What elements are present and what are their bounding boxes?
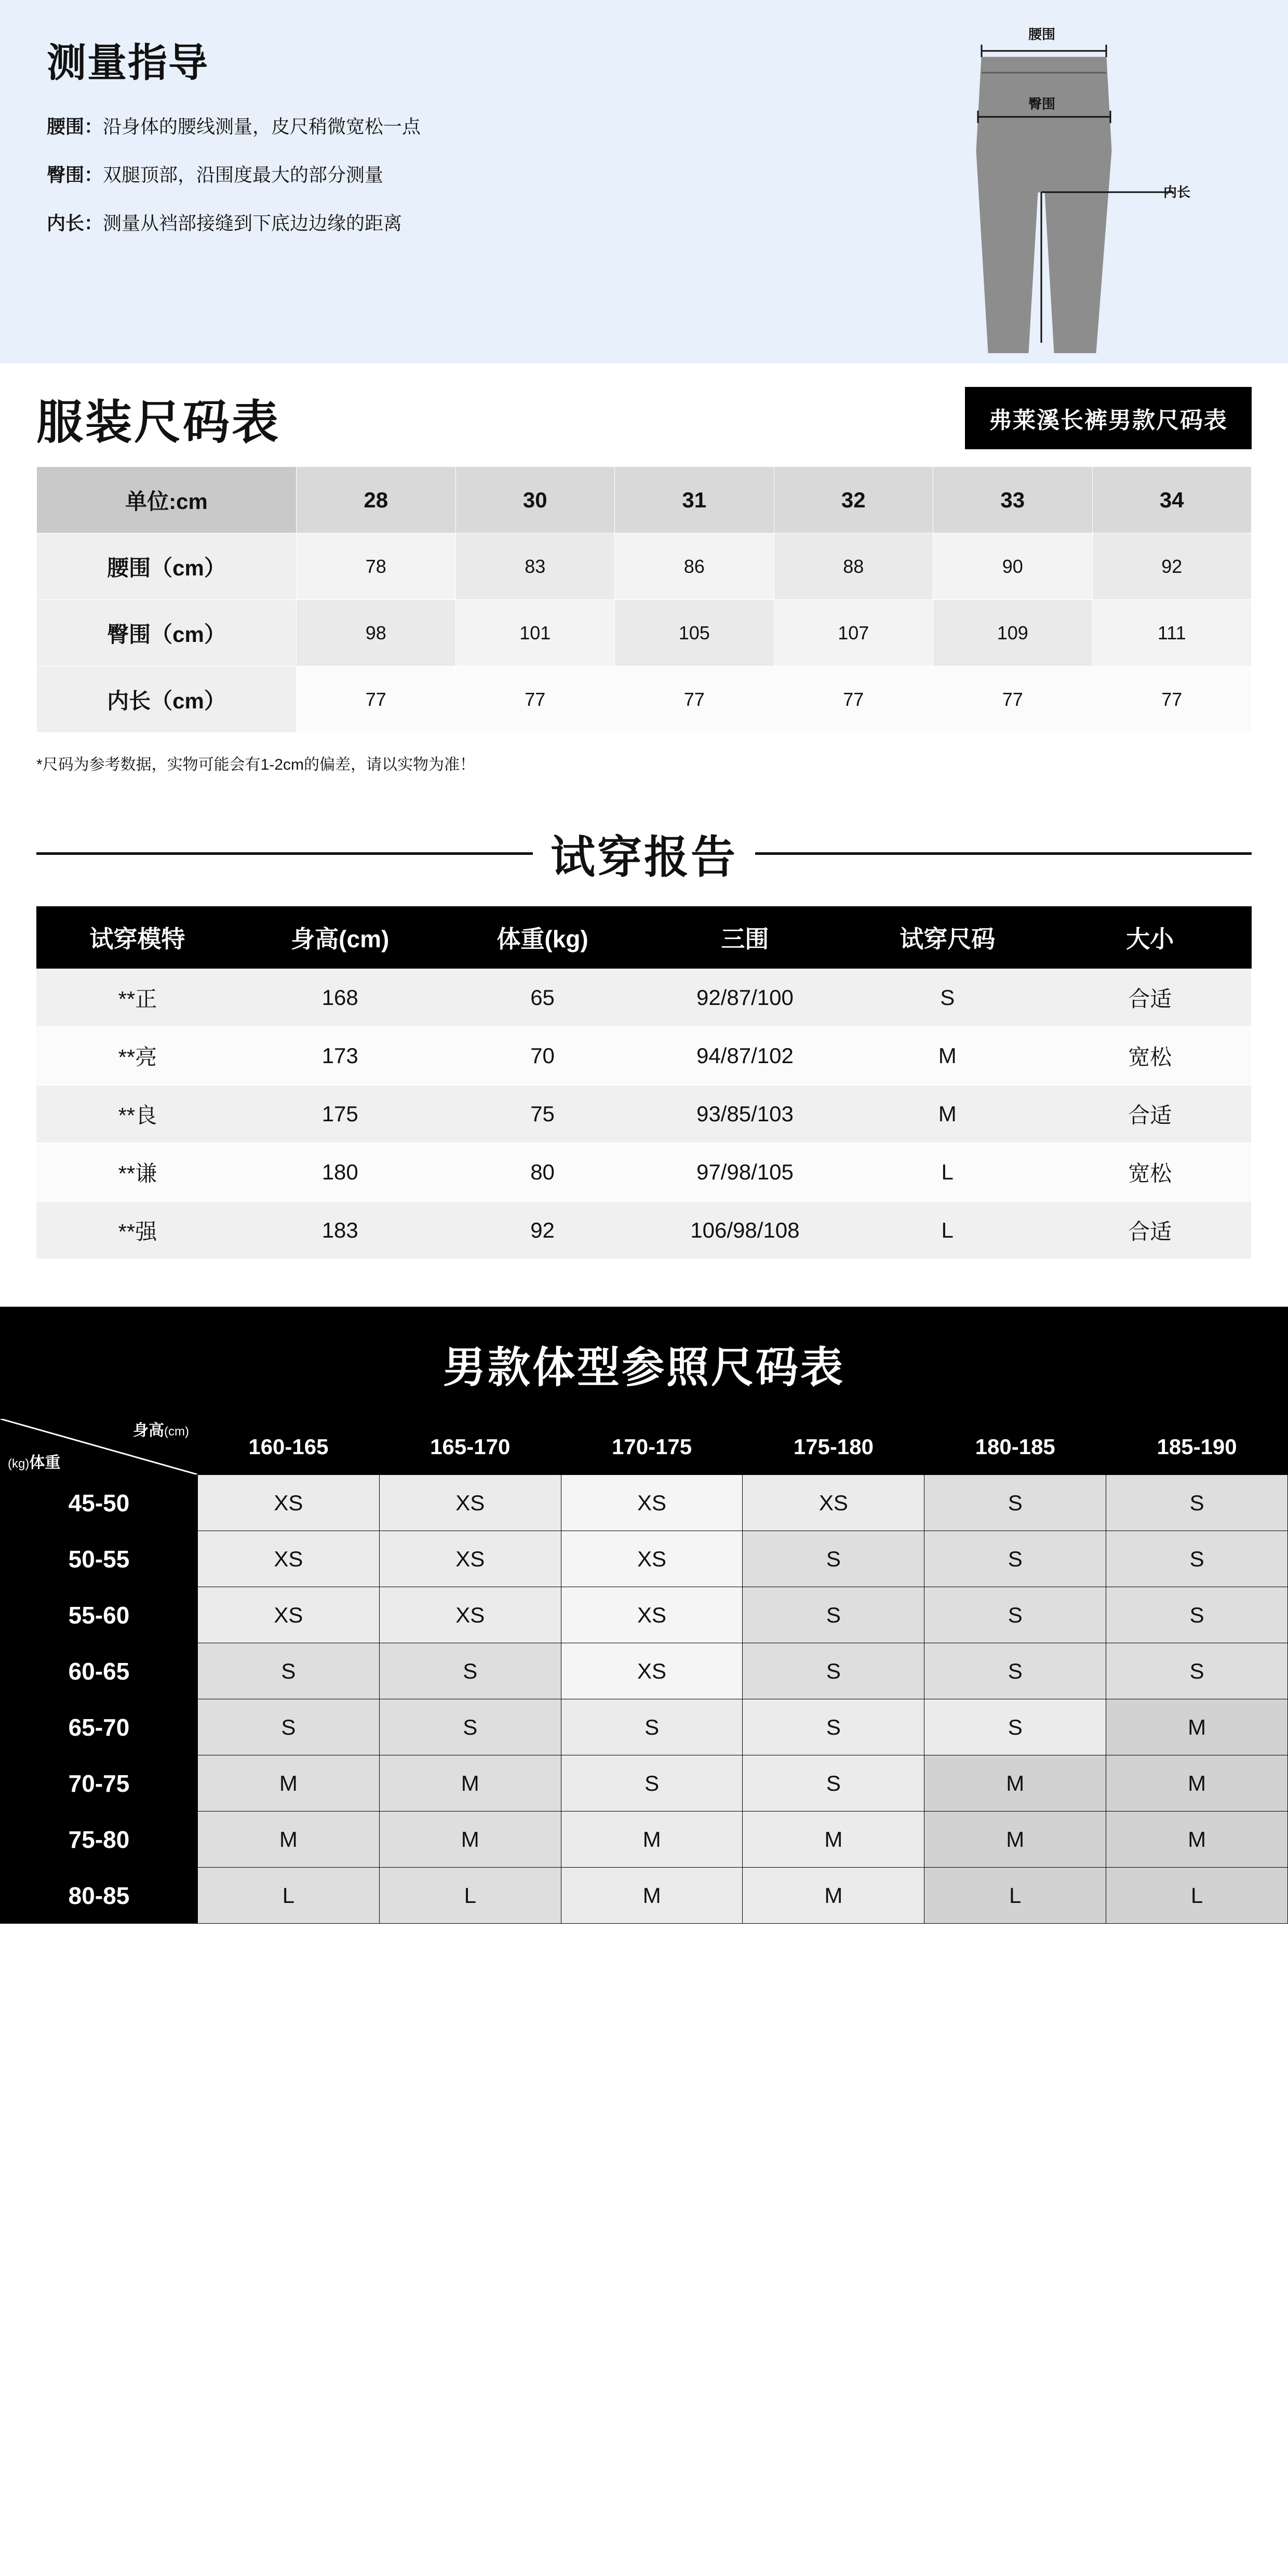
- report-cell-1-2: 70: [441, 1027, 644, 1085]
- body-chart-cell-1-4: S: [924, 1531, 1106, 1587]
- report-cell-2-4: M: [846, 1085, 1049, 1143]
- try-on-report-title: 试穿报告: [551, 833, 737, 882]
- size-chart-col-2: 31: [615, 467, 774, 533]
- body-chart-cell-0-2: XS: [561, 1475, 743, 1531]
- body-chart-cell-4-0: S: [198, 1699, 380, 1755]
- table-row: [36, 1027, 1251, 1085]
- body-chart-cell-3-1: S: [379, 1643, 561, 1699]
- body-chart-cell-7-3: M: [743, 1868, 924, 1924]
- size-chart-cell-1-0: 98: [297, 600, 456, 666]
- report-cell-0-4: S: [846, 969, 1049, 1027]
- body-chart-cell-4-2: S: [561, 1699, 743, 1755]
- table-row: [1, 1699, 1288, 1755]
- body-chart-cell-7-0: L: [198, 1868, 380, 1924]
- figure-label-waist: 腰围: [1028, 26, 1056, 42]
- report-cell-3-0: **谦: [36, 1143, 239, 1201]
- body-chart-cell-3-2: XS: [561, 1643, 743, 1699]
- report-cell-1-3: 94/87/102: [643, 1027, 846, 1085]
- size-chart-cell-0-1: 83: [455, 533, 615, 600]
- corner-bottom-text: 体重: [29, 1454, 61, 1471]
- measurement-guide-title: 测量指导: [47, 41, 209, 85]
- body-chart-cell-5-1: M: [379, 1755, 561, 1812]
- body-chart-col-3: 175-180: [743, 1419, 924, 1475]
- report-col-height: 身高(cm): [239, 906, 441, 969]
- body-chart-cell-2-0: XS: [198, 1587, 380, 1643]
- corner-top-label: [133, 1422, 189, 1439]
- body-chart-cell-4-4: S: [924, 1699, 1106, 1755]
- table-row: [36, 1201, 1251, 1259]
- report-cell-3-3: 97/98/105: [643, 1143, 846, 1201]
- table-row: [1, 1531, 1288, 1587]
- report-cell-2-1: 175: [239, 1085, 441, 1143]
- try-on-report-section: [0, 821, 1288, 1260]
- size-chart-cell-0-3: 88: [774, 533, 933, 600]
- report-cell-4-1: 183: [239, 1201, 441, 1259]
- report-cell-2-5: 合适: [1049, 1085, 1251, 1143]
- body-chart-cell-7-1: L: [379, 1868, 561, 1924]
- body-chart-cell-7-4: L: [924, 1868, 1106, 1924]
- body-chart-cell-7-5: L: [1106, 1868, 1288, 1924]
- size-chart-row-label-2: 内长（cm）: [37, 666, 297, 733]
- table-row: [37, 666, 1252, 733]
- body-type-reference-title: 男款体型参照尺码表: [442, 1344, 845, 1391]
- corner-top-unit: (cm): [164, 1425, 189, 1439]
- size-chart-cell-0-2: 86: [615, 533, 774, 600]
- body-chart-row-label-6: 75-80: [1, 1812, 198, 1868]
- report-cell-3-5: 宽松: [1049, 1143, 1251, 1201]
- body-chart-row-label-4: 65-70: [1, 1699, 198, 1755]
- size-chart-cell-1-3: 107: [774, 600, 933, 666]
- size-chart-header: [0, 364, 1288, 466]
- body-chart-col-2: 170-175: [561, 1419, 743, 1475]
- size-chart-badge: 弗莱溪长裤男款尺码表: [965, 387, 1252, 449]
- body-chart-cell-7-2: M: [561, 1868, 743, 1924]
- body-chart-cell-6-2: M: [561, 1812, 743, 1868]
- size-chart-cell-2-4: 77: [933, 666, 1093, 733]
- body-chart-cell-2-1: XS: [379, 1587, 561, 1643]
- body-chart-cell-5-5: M: [1106, 1755, 1288, 1812]
- body-chart-cell-0-0: XS: [198, 1475, 380, 1531]
- table-row: [1, 1755, 1288, 1812]
- report-cell-1-1: 173: [239, 1027, 441, 1085]
- body-chart-cell-0-5: S: [1106, 1475, 1288, 1531]
- report-col-model: 试穿模特: [36, 906, 239, 969]
- report-cell-2-0: **良: [36, 1085, 239, 1143]
- figure-label-hip: 臀围: [1028, 96, 1056, 112]
- table-row: [1, 1868, 1288, 1924]
- report-cell-0-2: 65: [441, 969, 644, 1027]
- size-chart-section: [0, 364, 1288, 774]
- report-cell-3-1: 180: [239, 1143, 441, 1201]
- body-chart-cell-0-1: XS: [379, 1475, 561, 1531]
- measurement-guide-section: [0, 0, 1288, 364]
- report-col-measurements: 三围: [643, 906, 846, 969]
- body-chart-cell-2-4: S: [924, 1587, 1106, 1643]
- size-chart-col-5: 34: [1092, 467, 1252, 533]
- table-row: [37, 533, 1252, 600]
- report-cell-2-2: 75: [441, 1085, 644, 1143]
- body-type-reference-table: [0, 1418, 1288, 1924]
- size-chart-note: *尺码为参考数据，实物可能会有1-2cm的偏差，请以实物为准！: [36, 756, 476, 773]
- report-col-fit: 大小: [1049, 906, 1251, 969]
- report-cell-0-1: 168: [239, 969, 441, 1027]
- report-cell-0-0: **正: [36, 969, 239, 1027]
- body-chart-cell-6-4: M: [924, 1812, 1106, 1868]
- report-cell-4-4: L: [846, 1201, 1049, 1259]
- body-chart-cell-3-5: S: [1106, 1643, 1288, 1699]
- report-col-size: 试穿尺码: [846, 906, 1049, 969]
- corner-bottom-label: [8, 1454, 60, 1471]
- guide-label-waist: 腰围：: [47, 116, 103, 137]
- body-chart-row-label-5: 70-75: [1, 1755, 198, 1812]
- size-chart-cell-2-5: 77: [1092, 666, 1252, 733]
- body-chart-row-label-7: 80-85: [1, 1868, 198, 1924]
- size-chart-col-3: 32: [774, 467, 933, 533]
- body-chart-cell-3-4: S: [924, 1643, 1106, 1699]
- size-chart-cell-2-0: 77: [297, 666, 456, 733]
- body-chart-cell-6-5: M: [1106, 1812, 1288, 1868]
- figure-label-inseam: 内长: [1163, 184, 1191, 200]
- table-header-row: [36, 906, 1251, 969]
- report-cell-4-0: **强: [36, 1201, 239, 1259]
- body-chart-cell-1-0: XS: [198, 1531, 380, 1587]
- table-row: [37, 467, 1252, 533]
- body-chart-cell-1-2: XS: [561, 1531, 743, 1587]
- body-chart-cell-5-2: S: [561, 1755, 743, 1812]
- body-chart-col-4: 180-185: [924, 1419, 1106, 1475]
- report-col-weight: 体重(kg): [441, 906, 644, 969]
- body-chart-cell-5-0: M: [198, 1755, 380, 1812]
- size-chart-cell-0-5: 92: [1092, 533, 1252, 600]
- size-chart-cell-1-1: 101: [455, 600, 615, 666]
- try-on-report-table: [36, 906, 1252, 1260]
- body-chart-cell-2-2: XS: [561, 1587, 743, 1643]
- report-cell-1-4: M: [846, 1027, 1049, 1085]
- table-row: [1, 1587, 1288, 1643]
- size-chart-row-label-0: 腰围（cm）: [37, 533, 297, 600]
- body-type-reference-section: [0, 1307, 1288, 1924]
- report-cell-0-3: 92/87/100: [643, 969, 846, 1027]
- body-chart-cell-6-0: M: [198, 1812, 380, 1868]
- size-chart-cell-0-4: 90: [933, 533, 1093, 600]
- report-cell-4-2: 92: [441, 1201, 644, 1259]
- body-chart-cell-5-4: M: [924, 1755, 1106, 1812]
- size-chart-cell-1-5: 111: [1092, 600, 1252, 666]
- size-chart-cell-2-2: 77: [615, 666, 774, 733]
- body-chart-col-5: 185-190: [1106, 1419, 1288, 1475]
- corner-bottom-unit: (kg): [8, 1457, 30, 1471]
- report-cell-1-5: 宽松: [1049, 1027, 1251, 1085]
- body-chart-corner-cell: [1, 1419, 198, 1475]
- divider-right: [755, 852, 1252, 855]
- size-chart-cell-1-4: 109: [933, 600, 1093, 666]
- size-chart-col-1: 30: [455, 467, 615, 533]
- size-chart-col-4: 33: [933, 467, 1093, 533]
- body-chart-row-label-1: 50-55: [1, 1531, 198, 1587]
- table-row: [36, 1085, 1251, 1143]
- body-chart-col-1: 165-170: [379, 1419, 561, 1475]
- size-chart-title: 服装尺码表: [36, 397, 280, 449]
- body-chart-cell-1-1: XS: [379, 1531, 561, 1587]
- report-cell-4-3: 106/98/108: [643, 1201, 846, 1259]
- guide-label-hip: 臀围：: [47, 164, 103, 185]
- report-cell-4-5: 合适: [1049, 1201, 1251, 1259]
- size-chart-cell-1-2: 105: [615, 600, 774, 666]
- size-chart-col-0: 28: [297, 467, 456, 533]
- guide-text-hip: 双腿顶部，沿围度最大的部分测量: [103, 164, 384, 185]
- table-row: [36, 1143, 1251, 1201]
- body-chart-row-label-0: 45-50: [1, 1475, 198, 1531]
- body-chart-cell-1-3: S: [743, 1531, 924, 1587]
- size-chart-unit-header: 单位:cm: [37, 467, 297, 533]
- size-chart-cell-2-3: 77: [774, 666, 933, 733]
- body-chart-cell-2-5: S: [1106, 1587, 1288, 1643]
- guide-text-waist: 沿身体的腰线测量，皮尺稍微宽松一点: [103, 116, 421, 137]
- report-cell-0-5: 合适: [1049, 969, 1251, 1027]
- body-chart-col-0: 160-165: [198, 1419, 380, 1475]
- body-chart-cell-4-3: S: [743, 1699, 924, 1755]
- table-row: [36, 969, 1251, 1027]
- size-chart-cell-0-0: 78: [297, 533, 456, 600]
- size-chart-row-label-1: 臀围（cm）: [37, 600, 297, 666]
- body-chart-row-label-3: 60-65: [1, 1643, 198, 1699]
- body-chart-cell-5-3: S: [743, 1755, 924, 1812]
- body-chart-cell-4-1: S: [379, 1699, 561, 1755]
- trousers-diagram: [904, 21, 1195, 353]
- divider-left: [36, 852, 533, 855]
- table-header-row: [1, 1419, 1288, 1475]
- table-row: [37, 600, 1252, 666]
- table-row: [1, 1812, 1288, 1868]
- body-chart-cell-0-4: S: [924, 1475, 1106, 1531]
- body-chart-cell-0-3: XS: [743, 1475, 924, 1531]
- report-cell-3-4: L: [846, 1143, 1049, 1201]
- body-chart-row-label-2: 55-60: [1, 1587, 198, 1643]
- trousers-illustration-icon: [904, 21, 1195, 353]
- body-chart-cell-3-3: S: [743, 1643, 924, 1699]
- body-chart-cell-1-5: S: [1106, 1531, 1288, 1587]
- guide-label-inseam: 内长：: [47, 212, 103, 234]
- body-chart-cell-4-5: M: [1106, 1699, 1288, 1755]
- report-cell-3-2: 80: [441, 1143, 644, 1201]
- size-chart-cell-2-1: 77: [455, 666, 615, 733]
- guide-text-inseam: 测量从裆部接缝到下底边边缘的距离: [103, 212, 403, 234]
- table-row: [1, 1643, 1288, 1699]
- report-cell-1-0: **亮: [36, 1027, 239, 1085]
- table-row: [1, 1475, 1288, 1531]
- body-chart-cell-6-3: M: [743, 1812, 924, 1868]
- body-chart-cell-6-1: M: [379, 1812, 561, 1868]
- body-chart-cell-3-0: S: [198, 1643, 380, 1699]
- report-cell-2-3: 93/85/103: [643, 1085, 846, 1143]
- size-chart-table: [36, 466, 1252, 733]
- corner-top-text: 身高: [133, 1422, 165, 1439]
- body-chart-cell-2-3: S: [743, 1587, 924, 1643]
- try-on-report-header: [36, 821, 1252, 886]
